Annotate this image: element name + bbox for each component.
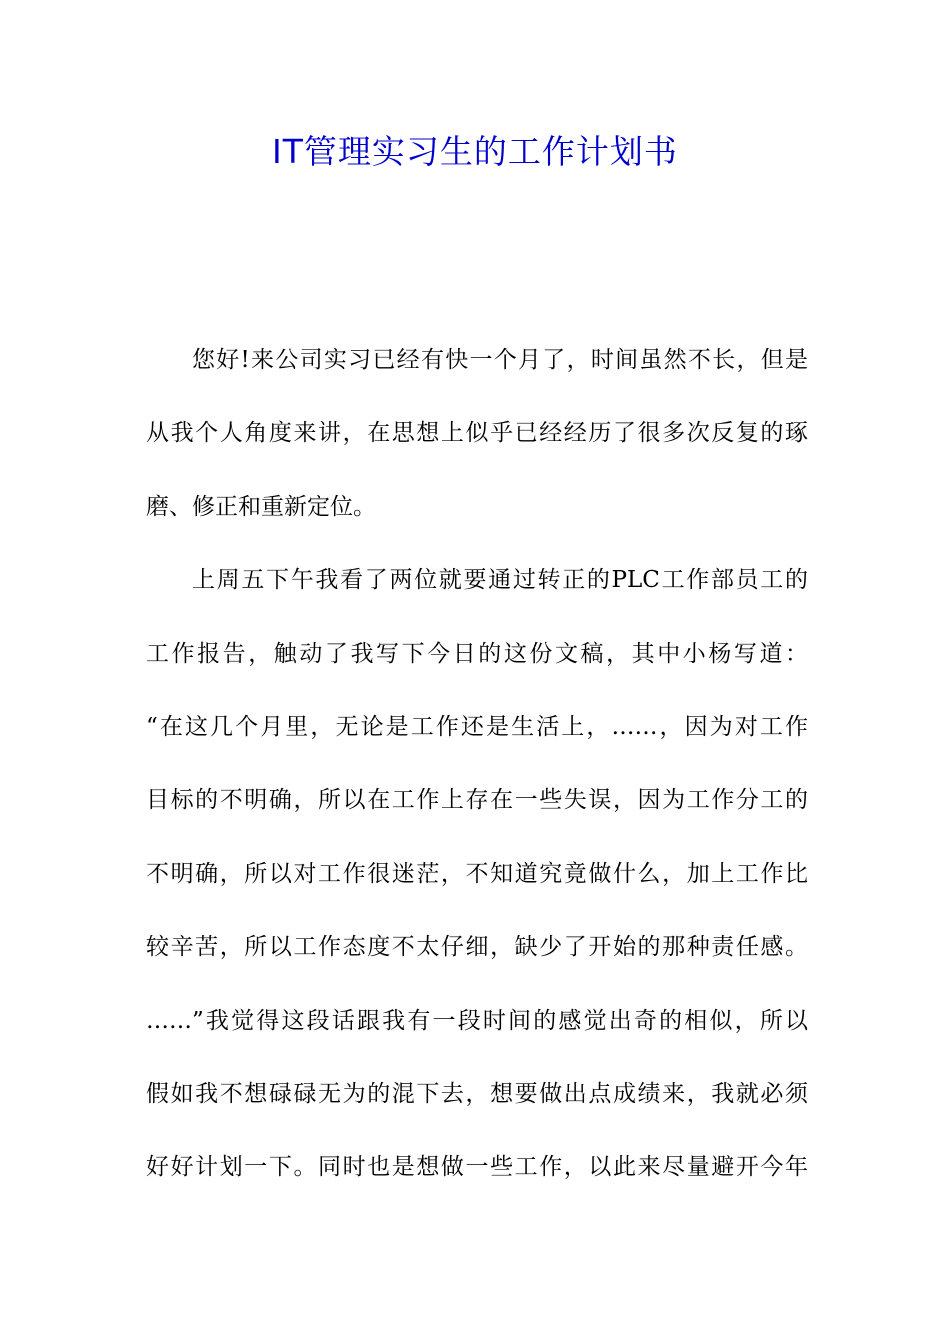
paragraph-2-line-1: 上周五下午我看了两位就要通过转正的PLC工作部员工的 bbox=[192, 567, 808, 594]
paragraph-2-line-5: 不明确，所以对工作很迷茫，不知道究竟做什么，加上工作比 bbox=[146, 860, 808, 887]
document-body bbox=[146, 334, 808, 1215]
paragraph-2-line-3: “在这几个月里，无论是工作还是生活上，……，因为对工作 bbox=[146, 713, 808, 740]
paragraph-1-line-3: 磨、修正和重新定位。 bbox=[146, 493, 376, 520]
paragraph-2-line-9: 好好计划一下。同时也是想做一些工作，以此来尽量避开今年 bbox=[146, 1154, 808, 1181]
paragraph-1-line-2: 从我个人角度来讲，在思想上似乎已经经历了很多次反复的琢 bbox=[146, 420, 808, 447]
paragraph-2-line-6: 较辛苦，所以工作态度不太仔细，缺少了开始的那种责任感。 bbox=[146, 934, 808, 961]
paragraph-2-line-2: 工作报告，触动了我写下今日的这份文稿，其中小杨写道： bbox=[146, 640, 808, 667]
paragraph-2-line-7: ……”我觉得这段话跟我有一段时间的感觉出奇的相似，所以 bbox=[146, 1007, 808, 1034]
document-title: IT管理实习生的工作计划书 bbox=[272, 132, 678, 171]
paragraph-2-line-8: 假如我不想碌碌无为的混下去，想要做出点成绩来，我就必须 bbox=[146, 1080, 808, 1107]
paragraph-1-line-1: 您好!来公司实习已经有快一个月了，时间虽然不长，但是 bbox=[192, 347, 808, 373]
paragraph-2-line-4: 目标的不明确，所以在工作上存在一些失误，因为工作分工的 bbox=[146, 787, 808, 814]
